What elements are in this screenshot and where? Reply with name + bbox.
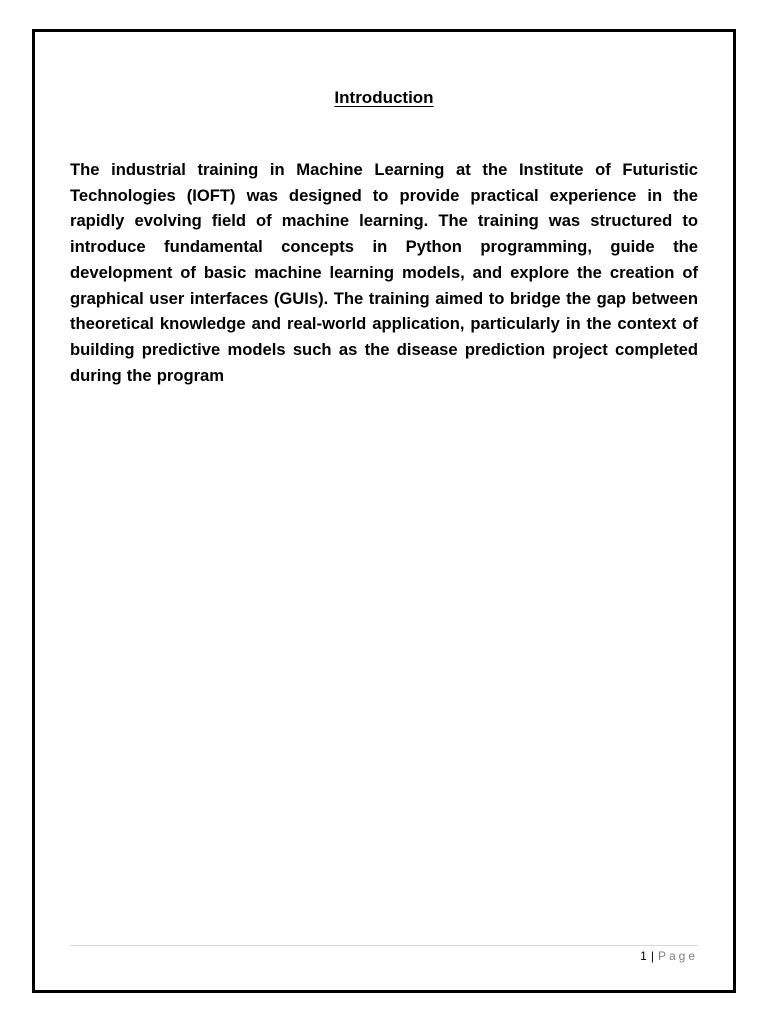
page-separator: |: [650, 949, 654, 963]
footer-divider: [70, 945, 698, 946]
page-footer: [640, 948, 698, 964]
page-label: Page: [657, 949, 698, 963]
page-title: Introduction: [334, 88, 434, 107]
introduction-paragraph: The industrial training in Machine Learning at the Institute of Futuristic Technologies (IOFT) was designed to provide practical experience in the rapidly evolving field of machine learning. The training was structured to introduce fundamental concepts in Python programming, guide the development of basic machine learning models, and explore the creation of graphical user interfaces (GUIs). The training aimed to bridge the gap between theoretical knowledge and real-world application, particularly in the context of building predictive models such as the disease prediction project completed during the program: [70, 160, 698, 385]
page-number: 1: [640, 949, 647, 963]
